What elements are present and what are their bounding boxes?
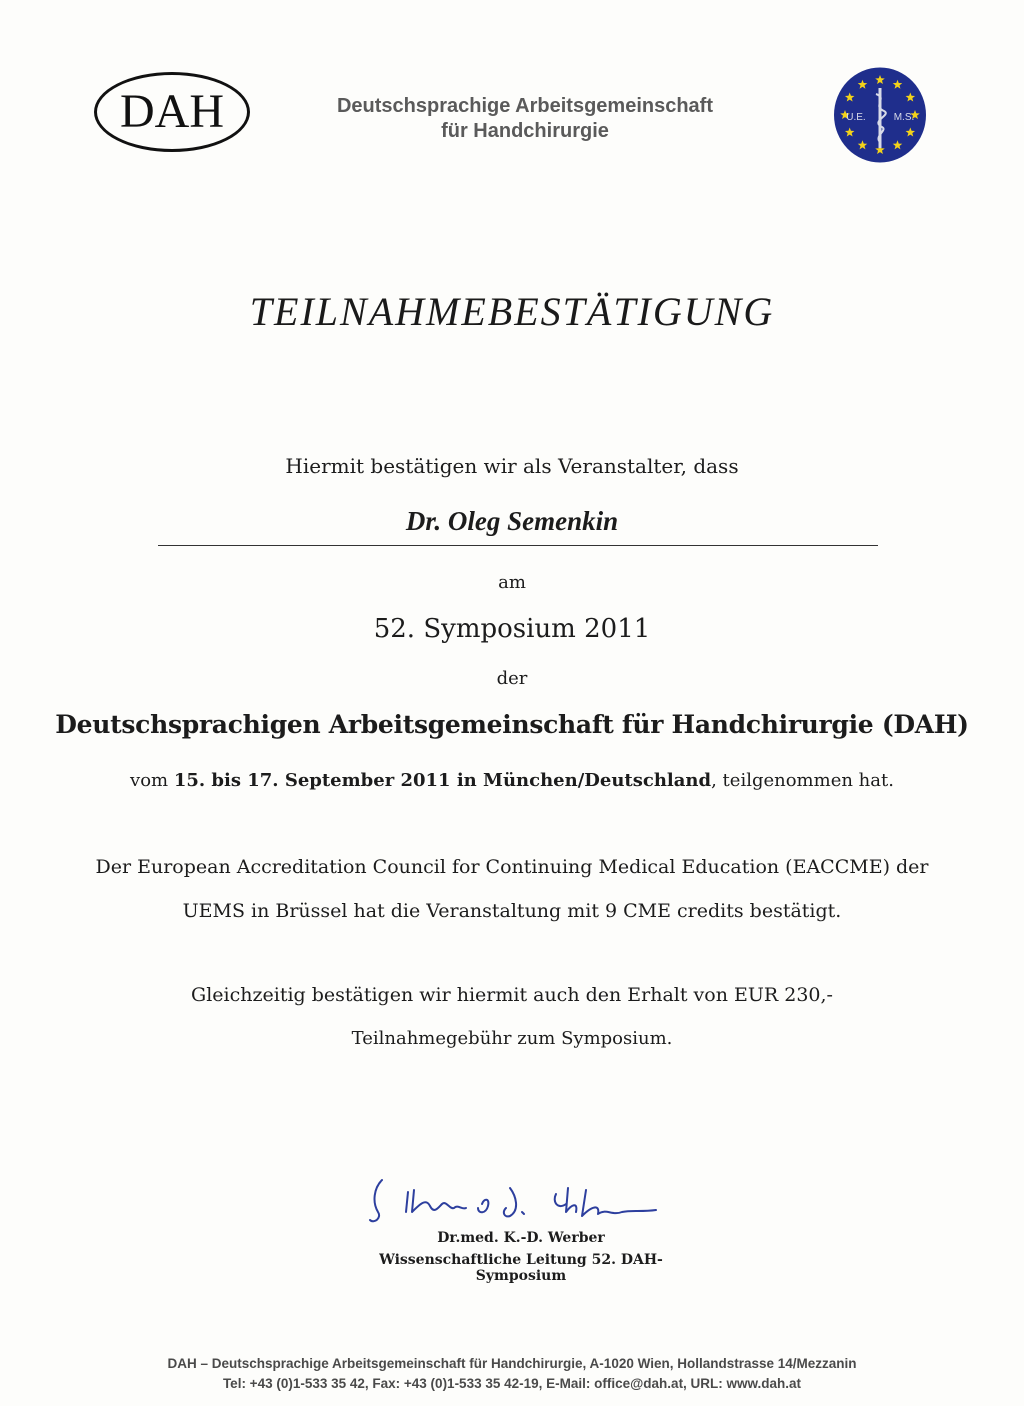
name-underline [158,545,878,546]
fee-line1: Gleichzeitig bestätigen wir hiermit auch den Erhalt von EUR 230,- [191,984,833,1006]
uems-text-right: M.S. [893,112,915,123]
dates-suffix: , teilgenommen hat. [711,770,894,791]
accreditation-line1: Der European Accreditation Council for Continuing Medical Education (EACCME) der [95,856,929,878]
uems-logo [832,66,928,164]
organization-name-line1: Deutschsprachige Arbeitsgemeinschaft [336,95,714,117]
dates-location: 15. bis 17. September 2011 in München/Deutschland [173,770,712,791]
connector-am: am [498,572,526,593]
uems-text-left: U.E. [846,112,866,123]
participant-name: Dr. Oleg Semenkin [405,506,619,536]
organization-name [290,94,760,144]
dah-logo-text: DAH [120,85,224,138]
dah-logo [94,72,250,152]
footer-contact: Tel: +43 (0)1-533 35 42, Fax: +43 (0)1-533 35 42-19, E-Mail: office@dah.at, URL: www.dah.at [222,1376,802,1391]
symposium-name: 52. Symposium 2011 [373,614,651,644]
footer-address: DAH – Deutschsprachige Arbeitsgemeinschaft für Handchirurgie, A-1020 Wien, Hollandstrasse 14/Mezzanin [167,1356,857,1371]
document-title: TEILNAHMEBESTÄTIGUNG [249,289,775,334]
dates-prefix: vom [130,770,174,791]
handwritten-signature [360,1168,670,1230]
accreditation-line2: UEMS in Brüssel hat die Veranstaltung mit 9 CME credits bestätigt. [182,900,842,922]
intro-text: Hiermit bestätigen wir als Veranstalter, dass [285,454,739,478]
signer-role: Wissenschaftliche Leitung 52. DAH-Symposium [379,1252,663,1284]
organization-name-line2: für Handchirurgie [441,120,609,142]
event-dates [0,770,1024,791]
society-name: Deutschsprachigen Arbeitsgemeinschaft für Handchirurgie (DAH) [55,710,969,739]
fee-line2: Teilnahmegebühr zum Symposium. [351,1028,673,1049]
signer-name: Dr.med. K.-D. Werber [437,1230,605,1246]
connector-der: der [496,668,528,689]
